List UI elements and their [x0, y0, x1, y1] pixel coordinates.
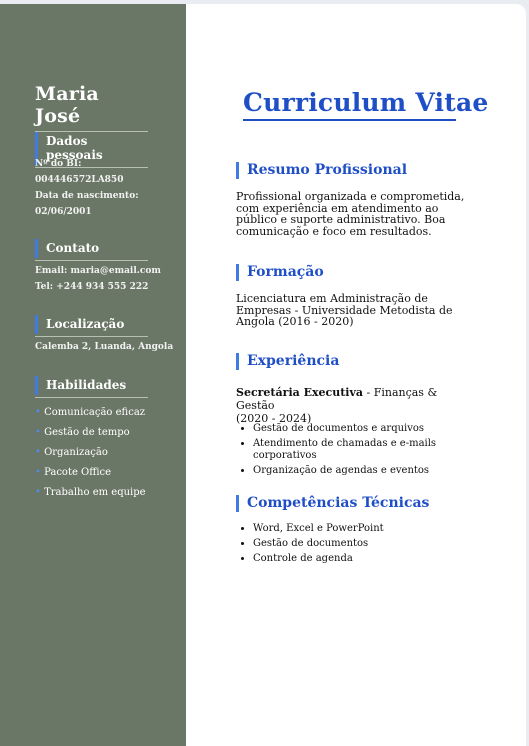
- technical-heading: Competências Técnicas: [236, 495, 487, 512]
- skill-item: • Trabalho em equipe: [35, 483, 146, 503]
- summary-text: Profissional organizada e comprometida, com experiência em atendimento ao público e suporte administrativo. Boa comunicação e foco em resultados.: [236, 190, 465, 238]
- contact-heading: Contato: [35, 239, 148, 258]
- contact-phone: Tel: +244 934 555 222: [35, 282, 149, 292]
- skill-item: • Gestão de tempo: [35, 423, 146, 443]
- education-text: Licenciatura em Administração de Empresas - Universidade Metodista de Angola (2016 - 2020): [236, 292, 453, 328]
- job-duties-list: [236, 423, 453, 480]
- bi-value: 004446572LA850: [35, 175, 124, 185]
- duty-item: • Gestão de documentos e arquivos: [253, 423, 453, 435]
- technical-item: • Controle de agenda: [253, 553, 453, 565]
- job-role: Secretária Executiva: [236, 386, 363, 399]
- education-heading: Formação: [236, 264, 487, 281]
- bi-label: Nº do BI:: [35, 159, 82, 169]
- skill-item: • Comunicação eficaz: [35, 403, 146, 423]
- sidebar: [0, 4, 186, 746]
- experience-heading: Experiência: [236, 353, 487, 370]
- location-heading: Localização: [35, 315, 148, 334]
- skill-item: • Pacote Office: [35, 463, 146, 483]
- technical-list: [236, 523, 453, 568]
- location-address: Calemba 2, Luanda, Angola: [35, 342, 174, 352]
- job-period: (2020 - 2024): [236, 412, 312, 425]
- candidate-name: Maria José: [35, 83, 148, 132]
- technical-item: • Word, Excel e PowerPoint: [253, 523, 453, 535]
- personal-data-heading: Dados pessoais: [35, 132, 148, 165]
- job-title-block: [236, 386, 468, 425]
- summary-heading: Resumo Profissional: [236, 162, 487, 179]
- skills-list: [35, 403, 146, 503]
- contact-block: [35, 263, 175, 295]
- personal-data-block: [35, 156, 175, 220]
- job-company: - Finanças & Gestão: [236, 386, 438, 412]
- contact-email: Email: maria@email.com: [35, 266, 161, 276]
- dob-label: Data de nascimento:: [35, 191, 139, 201]
- resume-page: [0, 4, 526, 746]
- duty-item: • Atendimento de chamadas e e-mails corporativos: [253, 438, 453, 462]
- duty-item: • Organização de agendas e eventos: [253, 465, 453, 477]
- dob-value: 02/06/2001: [35, 207, 92, 217]
- technical-item: • Gestão de documentos: [253, 538, 453, 550]
- page-title: Curriculum Vitae: [243, 88, 456, 121]
- skill-item: • Organização: [35, 443, 146, 463]
- skills-heading: Habilidades: [35, 376, 148, 395]
